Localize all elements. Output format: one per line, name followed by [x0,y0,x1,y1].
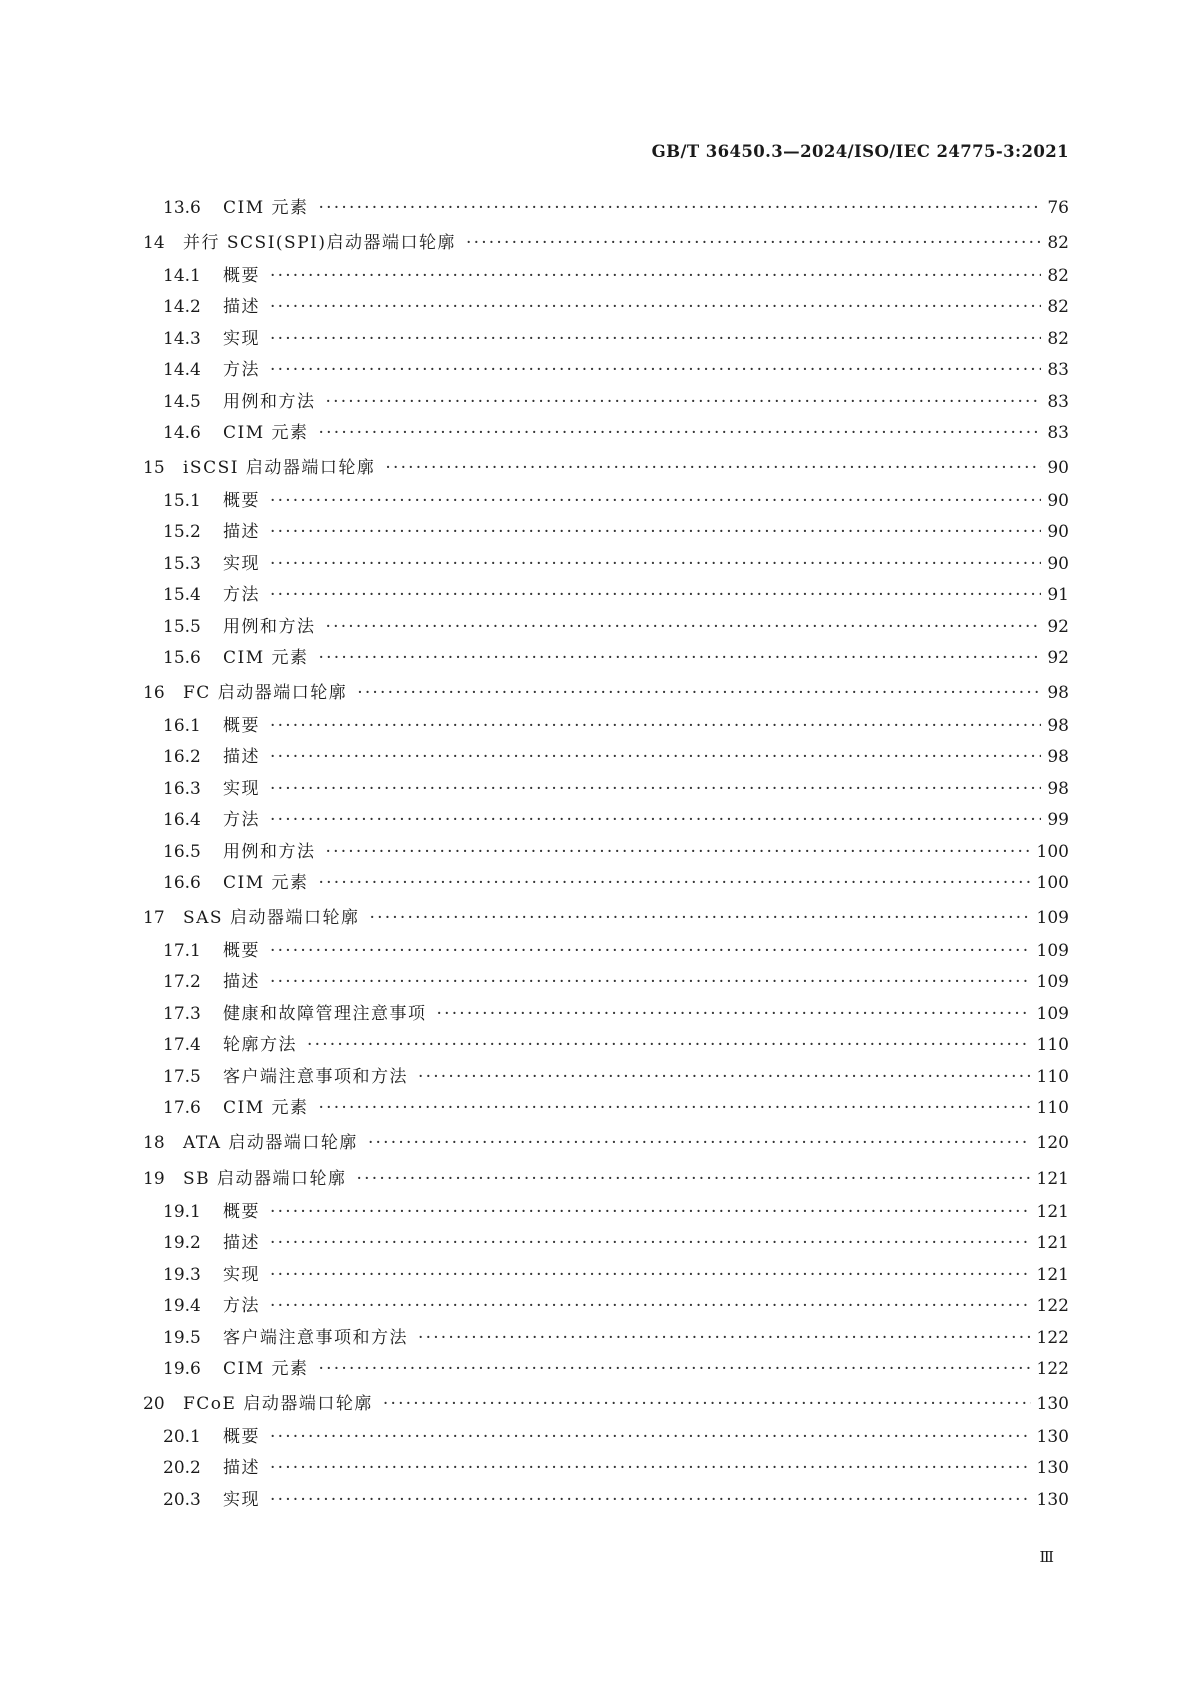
toc-dot-leader [270,774,1041,806]
toc-entry-number: 14.6 [163,423,201,443]
toc-entry-page: 109 [1036,940,1069,961]
toc-entry-title: 用例和方法 [223,841,316,862]
toc-entry-number: 14.2 [163,297,201,317]
toc-section-entry[interactable] [143,261,1069,293]
toc-dot-leader [326,387,1042,419]
toc-section-entry[interactable] [143,324,1069,356]
page-number: Ⅲ [1039,1548,1053,1566]
toc-entry-page: 100 [1036,873,1069,893]
toc-entry-title: 概要 [223,715,260,736]
toc-entry-number: 17.4 [163,1035,201,1055]
toc-entry-number: 20.2 [163,1458,201,1478]
toc-section-entry[interactable] [143,1354,1069,1386]
toc-entry-page: 76 [1047,198,1069,218]
toc-entry-title: 健康和故障管理注意事项 [223,1003,427,1024]
toc-entry-number: 19.3 [163,1264,201,1285]
toc-entry-page: 82 [1047,297,1069,317]
toc-section-entry[interactable] [143,936,1069,968]
toc-entry-number: 16 [143,682,165,703]
table-of-contents [143,193,1069,1516]
toc-entry-page: 121 [1036,1201,1069,1222]
toc-entry-number: 17.6 [163,1098,201,1118]
toc-entry-number: 17 [143,907,165,928]
toc-section-entry[interactable] [143,517,1069,549]
toc-entry-number: 19.6 [163,1359,201,1379]
toc-section-entry[interactable] [143,580,1069,612]
toc-entry-page: 100 [1036,841,1069,862]
toc-entry-page: 98 [1047,778,1069,799]
toc-dot-leader [270,292,1041,324]
toc-section-entry[interactable] [143,486,1069,518]
toc-dot-leader [270,711,1041,743]
toc-dot-leader [319,1093,1031,1125]
toc-entry-title: 描述 [223,972,260,992]
toc-dot-leader [270,1453,1031,1485]
toc-entry-title: 实现 [223,328,260,349]
toc-entry-number: 19 [143,1168,165,1189]
toc-entry-number: 14.5 [163,391,201,412]
toc-entry-title: 方法 [223,810,260,830]
toc-dot-leader [270,1291,1031,1323]
toc-entry-number: 16.2 [163,747,201,767]
toc-entry-number: 19.1 [163,1201,201,1222]
toc-section-entry[interactable] [143,549,1069,581]
toc-entry-number: 14 [143,232,165,253]
toc-section-entry[interactable] [143,292,1069,324]
toc-entry-title: 概要 [223,265,260,286]
toc-dot-leader [385,450,1041,486]
toc-entry-number: 19.2 [163,1233,201,1253]
toc-entry-number: 16.3 [163,778,201,799]
toc-entry-title: CIM 元素 [223,873,309,893]
document-code-header: GB/T 36450.3—2024/ISO/IEC 24775-3:2021 [651,142,1069,161]
toc-section-entry[interactable] [143,1197,1069,1229]
toc-entry-number: 16.4 [163,810,201,830]
toc-entry-page: 122 [1036,1359,1069,1379]
toc-section-entry[interactable] [143,1422,1069,1454]
toc-entry-number: 17.3 [163,1003,201,1024]
toc-chapter-entry[interactable] [143,675,1069,711]
toc-entry-number: 15.1 [163,490,201,511]
toc-dot-leader [319,193,1042,225]
toc-entry-page: 90 [1047,553,1069,574]
toc-entry-page: 82 [1047,265,1069,286]
toc-section-entry[interactable] [143,868,1069,900]
toc-entry-title: 实现 [223,778,260,799]
toc-entry-page: 122 [1036,1296,1069,1316]
toc-section-entry[interactable] [143,612,1069,644]
toc-entry-page: 130 [1036,1489,1069,1510]
toc-entry-page: 83 [1047,360,1069,380]
toc-entry-number: 17.2 [163,972,201,992]
toc-section-entry[interactable] [143,999,1069,1031]
toc-entry-title: 实现 [223,1264,260,1285]
toc-chapter-entry[interactable] [143,1161,1069,1197]
toc-entry-page: 121 [1036,1168,1069,1189]
toc-entry-title: CIM 元素 [223,198,309,218]
toc-entry-number: 15.6 [163,648,201,668]
toc-entry-title: 方法 [223,585,260,605]
toc-entry-page: 110 [1036,1066,1069,1087]
toc-entry-title: 描述 [223,1458,260,1478]
toc-dot-leader [418,1062,1031,1094]
toc-entry-title: 概要 [223,940,260,961]
toc-entry-page: 91 [1047,585,1069,605]
toc-dot-leader [270,1260,1031,1292]
toc-section-entry[interactable] [143,193,1069,225]
toc-entry-page: 90 [1047,457,1069,478]
toc-dot-leader [270,936,1031,968]
toc-entry-number: 15.5 [163,616,201,637]
toc-entry-page: 92 [1047,648,1069,668]
toc-entry-page: 98 [1047,682,1069,703]
toc-dot-leader [270,355,1041,387]
toc-entry-number: 14.3 [163,328,201,349]
toc-entry-number: 15.2 [163,522,201,542]
toc-entry-number: 20.3 [163,1489,201,1510]
toc-section-entry[interactable] [143,1260,1069,1292]
toc-chapter-entry[interactable] [143,225,1069,261]
toc-dot-leader [270,1422,1031,1454]
toc-dot-leader [270,805,1041,837]
toc-section-entry[interactable] [143,1062,1069,1094]
toc-entry-title: SB 启动器端口轮廓 [183,1168,347,1189]
toc-entry-page: 109 [1036,1003,1069,1024]
toc-entry-number: 19.5 [163,1327,201,1348]
toc-section-entry[interactable] [143,1323,1069,1355]
toc-entry-title: CIM 元素 [223,1098,309,1118]
toc-chapter-entry[interactable] [143,900,1069,936]
toc-entry-page: 90 [1047,490,1069,511]
toc-entry-number: 15 [143,457,165,478]
toc-dot-leader [326,837,1031,869]
toc-dot-leader [270,324,1041,356]
toc-dot-leader [270,967,1031,999]
toc-entry-title: 客户端注意事项和方法 [223,1327,408,1348]
toc-entry-page: 98 [1047,747,1069,767]
toc-entry-page: 121 [1036,1233,1069,1253]
toc-entry-page: 83 [1047,391,1069,412]
toc-dot-leader [357,1161,1031,1197]
toc-dot-leader [383,1386,1031,1422]
toc-entry-title: 方法 [223,360,260,380]
toc-dot-leader [326,612,1042,644]
toc-entry-title: 用例和方法 [223,391,316,412]
toc-dot-leader [319,1354,1031,1386]
toc-dot-leader [270,1485,1031,1517]
toc-dot-leader [418,1323,1031,1355]
toc-entry-page: 110 [1036,1035,1069,1055]
toc-dot-leader [369,900,1030,936]
toc-dot-leader [270,742,1041,774]
toc-entry-page: 82 [1047,232,1069,253]
toc-chapter-entry[interactable] [143,1386,1069,1422]
toc-entry-title: CIM 元素 [223,648,309,668]
toc-entry-page: 99 [1047,810,1069,830]
toc-dot-leader [368,1125,1031,1161]
toc-entry-title: 轮廓方法 [223,1035,297,1055]
toc-entry-page: 82 [1047,328,1069,349]
toc-entry-title: 实现 [223,553,260,574]
toc-entry-title: 概要 [223,1426,260,1447]
toc-dot-leader [319,643,1042,675]
toc-dot-leader [270,486,1041,518]
toc-entry-number: 20 [143,1393,165,1414]
toc-section-entry[interactable] [143,742,1069,774]
toc-entry-page: 109 [1036,972,1069,992]
toc-entry-title: 客户端注意事项和方法 [223,1066,408,1087]
toc-entry-page: 121 [1036,1264,1069,1285]
toc-entry-page: 98 [1047,715,1069,736]
toc-entry-title: 并行 SCSI(SPI)启动器端口轮廓 [183,232,456,253]
toc-dot-leader [307,1030,1031,1062]
toc-dot-leader [270,580,1041,612]
toc-chapter-entry[interactable] [143,450,1069,486]
toc-entry-title: CIM 元素 [223,1359,309,1379]
toc-entry-title: ATA 启动器端口轮廓 [183,1132,358,1153]
toc-section-entry[interactable] [143,418,1069,450]
toc-entry-number: 15.4 [163,585,201,605]
toc-entry-title: 描述 [223,1233,260,1253]
toc-entry-title: 概要 [223,1201,260,1222]
toc-entry-page: 130 [1036,1426,1069,1447]
toc-entry-number: 16.5 [163,841,201,862]
toc-chapter-entry[interactable] [143,1125,1069,1161]
toc-entry-page: 130 [1036,1458,1069,1478]
toc-dot-leader [357,675,1041,711]
toc-entry-number: 14.4 [163,360,201,380]
toc-section-entry[interactable] [143,643,1069,675]
toc-section-entry[interactable] [143,1030,1069,1062]
toc-entry-title: SAS 启动器端口轮廓 [183,907,360,928]
toc-section-entry[interactable] [143,1453,1069,1485]
toc-dot-leader [319,868,1031,900]
toc-entry-title: 描述 [223,747,260,767]
toc-entry-page: 122 [1036,1327,1069,1348]
toc-entry-number: 17.5 [163,1066,201,1087]
toc-dot-leader [319,418,1042,450]
toc-entry-number: 15.3 [163,553,201,574]
toc-entry-number: 13.6 [163,198,201,218]
toc-section-entry[interactable] [143,1485,1069,1517]
toc-section-entry[interactable] [143,1093,1069,1125]
toc-entry-number: 19.4 [163,1296,201,1316]
toc-entry-title: FCoE 启动器端口轮廓 [183,1393,373,1414]
toc-entry-page: 83 [1047,423,1069,443]
toc-section-entry[interactable] [143,837,1069,869]
toc-entry-title: 描述 [223,522,260,542]
toc-dot-leader [270,1228,1031,1260]
toc-entry-title: 概要 [223,490,260,511]
toc-section-entry[interactable] [143,355,1069,387]
toc-entry-title: 实现 [223,1489,260,1510]
toc-entry-number: 20.1 [163,1426,201,1447]
toc-dot-leader [270,1197,1031,1229]
toc-dot-leader [270,549,1041,581]
toc-entry-page: 90 [1047,522,1069,542]
toc-entry-title: CIM 元素 [223,423,309,443]
toc-entry-page: 92 [1047,616,1069,637]
toc-entry-title: 描述 [223,297,260,317]
toc-section-entry[interactable] [143,805,1069,837]
toc-dot-leader [270,261,1041,293]
toc-entry-title: 方法 [223,1296,260,1316]
toc-dot-leader [270,517,1041,549]
toc-section-entry[interactable] [143,387,1069,419]
toc-section-entry[interactable] [143,774,1069,806]
toc-entry-page: 120 [1036,1132,1069,1153]
toc-entry-page: 130 [1036,1393,1069,1414]
toc-section-entry[interactable] [143,1291,1069,1323]
toc-entry-title: 用例和方法 [223,616,316,637]
toc-entry-number: 14.1 [163,265,201,286]
toc-section-entry[interactable] [143,1228,1069,1260]
toc-section-entry[interactable] [143,711,1069,743]
toc-entry-number: 18 [143,1132,165,1153]
toc-entry-number: 17.1 [163,940,201,961]
toc-entry-page: 110 [1036,1098,1069,1118]
toc-entry-number: 16.1 [163,715,201,736]
toc-dot-leader [466,225,1041,261]
toc-entry-page: 109 [1036,907,1069,928]
toc-entry-title: iSCSI 启动器端口轮廓 [183,457,376,478]
toc-entry-title: FC 启动器端口轮廓 [183,682,348,703]
toc-entry-number: 16.6 [163,873,201,893]
toc-section-entry[interactable] [143,967,1069,999]
toc-dot-leader [437,999,1031,1031]
